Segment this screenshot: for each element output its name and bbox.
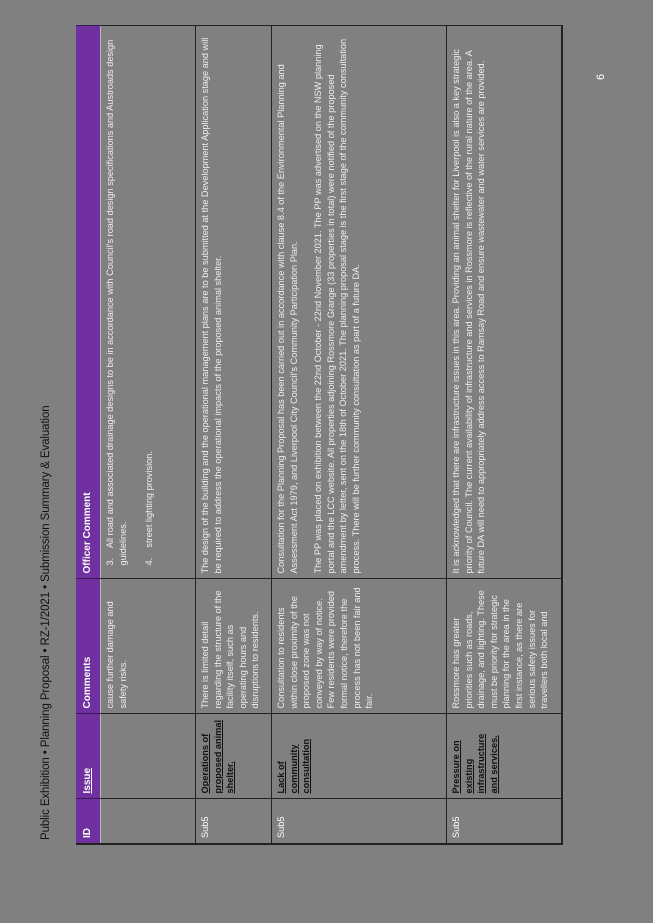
cell-issue [447, 714, 563, 799]
list-text: All road and associated drainage designs to be in accordance with Council's road design specifications and Austroads design guidelines. [105, 39, 128, 566]
table-row [196, 26, 272, 844]
issue-link[interactable]: Pressure on existing infrastructure and services. [451, 733, 499, 794]
document-title: Public Exhibition • Planning Proposal • RZ-1/2021 • Submission Summary & Evaluation [40, 405, 52, 840]
cell-issue [101, 714, 196, 799]
officer-paragraph: The PP was placed on exhibition between the 22nd October - 22nd November 2021. The PP was advertised on the NSW planning portal and the LCC website. All properties adjoining Rossmore Grange (33 properties in total) were notified of the proposed amendment by letter, sent on the 18th of October 2021. The planning proposal stage is the first stage of the community consultation process. There will be further community consultation as part of a future DA. [313, 38, 361, 574]
cell-officer-comment [101, 26, 196, 579]
header-officer-comment: Officer Comment [76, 26, 101, 579]
list-text: street lighting provision. [144, 451, 155, 548]
cell-id: Sub5 [272, 799, 447, 844]
cell-id [101, 799, 196, 844]
list-number: 3. [105, 557, 115, 566]
page-number: 6 [595, 73, 607, 80]
header-id: ID [76, 799, 101, 844]
table-row [101, 26, 196, 844]
cell-issue [272, 714, 447, 799]
header-issue-label: Issue [81, 767, 93, 794]
header-comments: Comments [76, 579, 101, 714]
officer-list-item [104, 32, 129, 566]
cell-comments: Consultation to residents within close proximity of the proposed zone was not conveyed by way of notice. Few residents were provided formal notice, therefore the process has not been fair and fair. [272, 579, 447, 714]
table-row [272, 26, 447, 844]
table-row [447, 26, 563, 844]
cell-officer-comment: It is acknowledged that there are infrastructure issues in this area. Providing an animal shelter for Liverpool is also a key strategic priority of Council. The current availability of infrastructure and services in Rossmore is reflective of the rural nature of the area. A future DA will need to appropriately address access to Ramsay Road and ensure wastewater and water services are provided. [447, 26, 563, 579]
header-issue [76, 714, 101, 799]
list-number: 4. [144, 557, 155, 566]
cell-officer-comment: The design of the building and the operational management plans are to be submitted at the Development Application stage and will be required to address the operational impacts of the proposed animal shelter. [196, 26, 272, 579]
cell-issue [196, 714, 272, 799]
submission-table [76, 26, 563, 846]
issue-link[interactable]: Lack of community consultation [276, 738, 312, 794]
cell-officer-comment [272, 26, 447, 579]
cell-comments: Rossmore has greater priorities such as roads, drainage, and lighting. These must be priority for strategic planning for the area in the first instance, as there are serious safety issues for travellers both local and [447, 579, 563, 714]
cell-id: Sub5 [196, 799, 272, 844]
issue-link[interactable]: Operations of proposed animal shelter. [200, 719, 236, 794]
officer-list-item [143, 32, 156, 566]
cell-id: Sub5 [447, 799, 563, 844]
officer-paragraph: Consultation for the Planning Proposal has been carried out in accordance with clause 8.4 of the Environmental Planning and Assessment Act 1979, and Liverpool City Council's Community Participation Plan. [276, 64, 299, 574]
cell-comments: There is limited detail regarding the structure of the facility itself, such as operating hours and disruptions to residents. [196, 579, 272, 714]
table-header-row [76, 26, 101, 844]
cell-comments: cause further damage and safety risks. [101, 579, 196, 714]
